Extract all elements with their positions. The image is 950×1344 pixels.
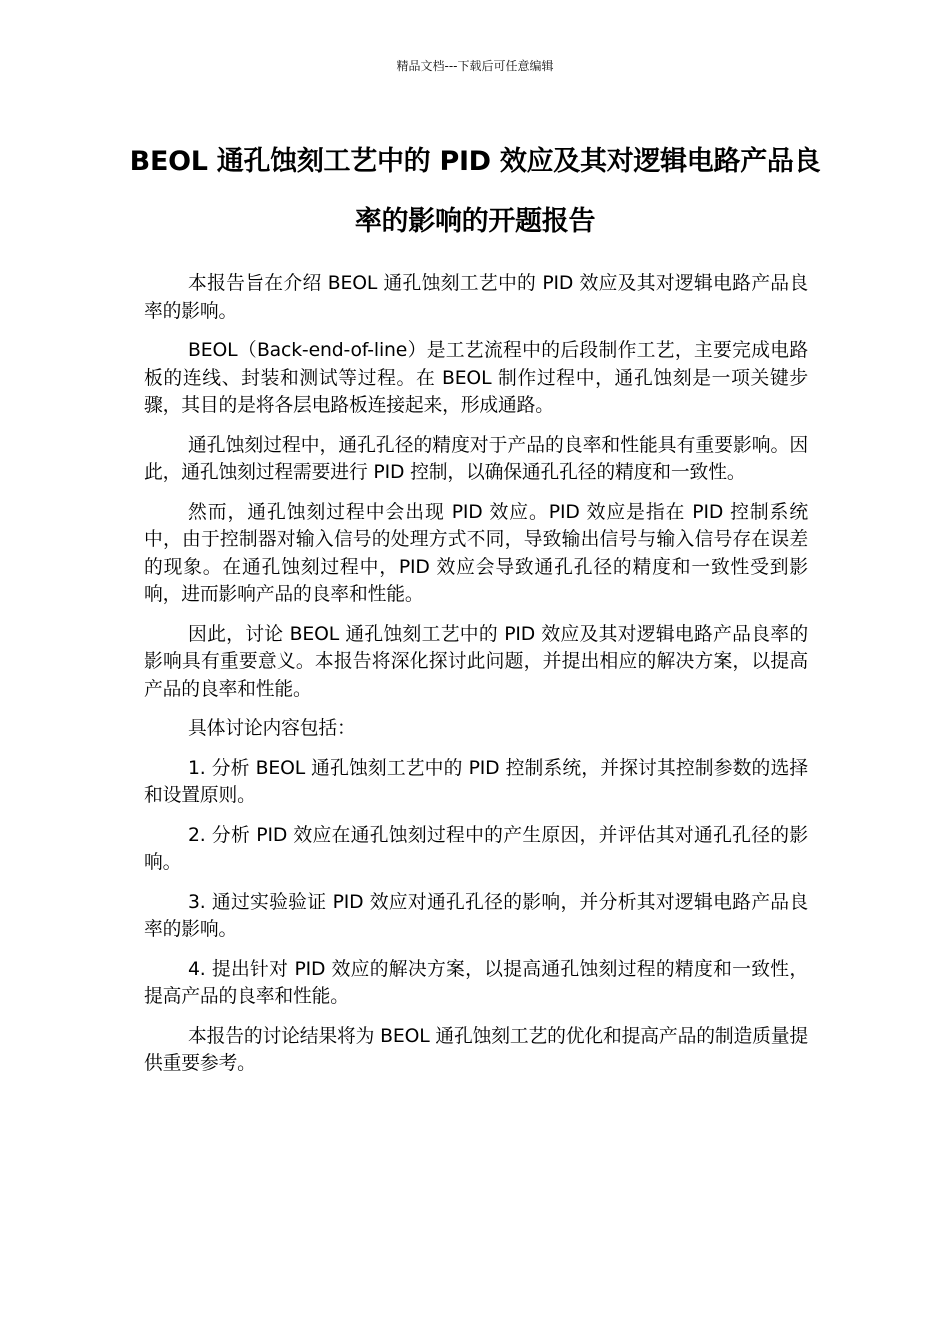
- paragraph-discussion-heading: 具体讨论内容包括：: [188, 718, 356, 739]
- paragraph-conclusion: 本报告的讨论结果将为 BEOL 通孔蚀刻工艺的优化和提高产品的制造质量提供重要参考。: [144, 1025, 808, 1074]
- paragraph-pid-control: 通孔蚀刻过程中，通孔孔径的精度对于产品的良率和性能具有重要影响。因此，通孔蚀刻过程需要进行 PID 控制，以确保通孔孔径的精度和一致性。: [144, 434, 808, 483]
- document-title: BEOL 通孔蚀刻工艺中的 PID 效应及其对逻辑电路产品良率的影响的开题报告: [129, 146, 821, 237]
- list-item-4: 4. 提出针对 PID 效应的解决方案，以提高通孔蚀刻过程的精度和一致性，提高产品的良率和性能。: [144, 958, 808, 1007]
- paragraph-significance: 因此，讨论 BEOL 通孔蚀刻工艺中的 PID 效应及其对逻辑电路产品良率的影响具有重要意义。本报告将深化探讨此问题，并提出相应的解决方案，以提高产品的良率和性能。: [144, 623, 808, 700]
- paragraph-beol-definition: BEOL（Back-end-of-line）是工艺流程中的后段制作工艺，主要完成电路板的连线、封装和测试等过程。在 BEOL 制作过程中，通孔蚀刻是一项关键步骤，其目的是将各层电路板连接起来，形成通路。: [144, 340, 808, 416]
- header-note: 精品文档---下载后可任意编辑: [396, 59, 554, 73]
- paragraph-intro: 本报告旨在介绍 BEOL 通孔蚀刻工艺中的 PID 效应及其对逻辑电路产品良率的影响。: [144, 273, 808, 322]
- list-item-1: 1. 分析 BEOL 通孔蚀刻工艺中的 PID 控制系统，并探讨其控制参数的选择和设置原则。: [144, 757, 808, 806]
- document-body: [144, 270, 808, 1090]
- list-item-2: 2. 分析 PID 效应在通孔蚀刻过程中的产生原因，并评估其对通孔孔径的影响。: [144, 824, 808, 873]
- paragraph-pid-effect: 然而，通孔蚀刻过程中会出现 PID 效应。PID 效应是指在 PID 控制系统中，由于控制器对输入信号的处理方式不同，导致输出信号与输入信号存在误差的现象。在通孔蚀刻过程中，PID 效应会导致通孔孔径的精度和一致性受到影响，进而影响产品的良率和性能。: [144, 501, 808, 605]
- list-item-3: 3. 通过实验验证 PID 效应对通孔孔径的影响，并分析其对逻辑电路产品良率的影响。: [144, 891, 808, 940]
